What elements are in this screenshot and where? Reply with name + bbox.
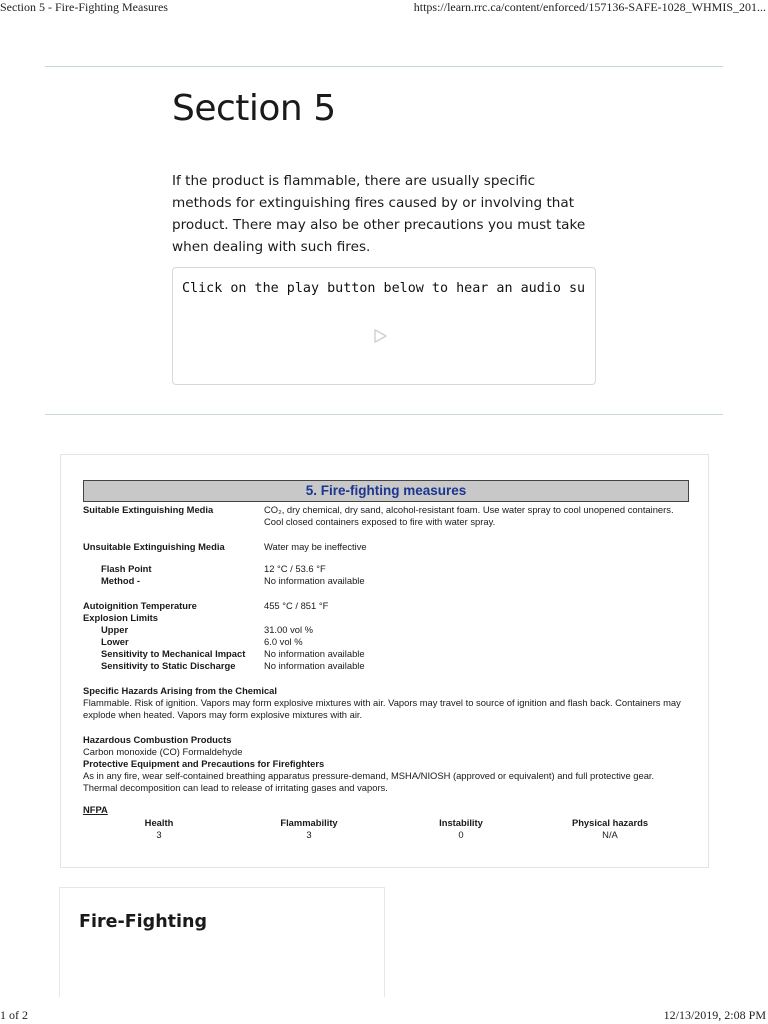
sds-row-lower: [83, 636, 689, 648]
nfpa-header: Physical hazards: [571, 817, 649, 828]
nfpa-value: 0: [458, 829, 464, 840]
autoignition-value: 455 °C / 851 °F: [264, 600, 329, 611]
divider-middle: [45, 414, 723, 415]
upper-value: 31.00 vol %: [264, 624, 313, 635]
method-label: Method -: [101, 575, 141, 586]
static-discharge-value: No information available: [264, 660, 365, 671]
nfpa-value: 3: [306, 829, 312, 840]
play-icon[interactable]: [372, 328, 388, 344]
sds-heading: 5. Fire-fighting measures: [83, 480, 689, 502]
flash-point-label: Flash Point: [101, 563, 152, 574]
unsuitable-media-label: Unsuitable Extinguishing Media: [83, 541, 225, 552]
autoignition-label: Autoignition Temperature: [83, 600, 197, 611]
nfpa-flammability: [249, 817, 369, 841]
combustion-products-value: Carbon monoxide (CO) Formaldehyde: [83, 746, 243, 757]
fire-fighting-card-title: Fire-Fighting: [79, 912, 208, 932]
nfpa-label: NFPA: [83, 804, 108, 815]
sds-section: [83, 480, 689, 843]
flash-point-value: 12 °C / 53.6 °F: [264, 563, 326, 574]
page-title: Section 5 - Fire-Fighting Measures: [0, 0, 168, 14]
nfpa-header: Flammability: [280, 817, 338, 828]
print-date: 12/13/2019, 2:08 PM: [663, 1008, 766, 1022]
page-url[interactable]: https://learn.rrc.ca/content/enforced/157136-SAFE-1028_WHMIS_201...: [413, 0, 766, 14]
nfpa-instability: [401, 817, 521, 841]
mechanical-impact-label: Sensitivity to Mechanical Impact: [101, 648, 246, 659]
unsuitable-media-value: Water may be ineffective: [264, 541, 367, 552]
sds-image-card: [60, 454, 709, 868]
fire-fighting-card[interactable]: [59, 887, 385, 997]
suitable-media-label: Suitable Extinguishing Media: [83, 504, 214, 515]
print-header: [0, 0, 768, 16]
protective-equipment-value: As in any fire, wear self-contained breathing apparatus pressure-demand, MSHA/NIOSH (approved or equivalent) and full protective gear. Thermal decomposition can lead to release of irritating gases and vapors.: [83, 770, 655, 793]
sds-row-mechanical: [83, 648, 689, 660]
combustion-products-label: Hazardous Combustion Products: [83, 734, 232, 745]
nfpa-header: Health: [144, 817, 174, 828]
lower-label: Lower: [101, 636, 129, 647]
nfpa-table: [83, 817, 689, 843]
sds-row-unsuitable: [83, 541, 689, 553]
suitable-media-value: CO₂, dry chemical, dry sand, alcohol-resistant foam. Use water spray to cool unopened containers. Cool closed containers exposed to fire with water spray.: [264, 504, 674, 527]
nfpa-health: [99, 817, 219, 841]
method-value: No information available: [264, 575, 365, 586]
protective-equipment-label: Protective Equipment and Precautions for Firefighters: [83, 758, 325, 769]
audio-prompt-text: Click on the play button below to hear an audio su: [182, 281, 586, 296]
explosion-limits-label: Explosion Limits: [83, 612, 159, 623]
lower-value: 6.0 vol %: [264, 636, 303, 647]
sds-row-flash-point: [83, 563, 689, 575]
nfpa-value: 3: [156, 829, 162, 840]
nfpa-value: N/A: [602, 829, 618, 840]
upper-label: Upper: [101, 624, 129, 635]
sds-row-explosion-limits: [83, 612, 689, 624]
print-footer: [0, 1006, 768, 1024]
sds-row-static: [83, 660, 689, 672]
mechanical-impact-value: No information available: [264, 648, 365, 659]
nfpa-header: Instability: [439, 817, 483, 828]
intro-paragraph: If the product is flammable, there are usually specific methods for extinguishing fires caused by or involving that product. There may also be other precautions you must take when dealing with such fires.: [172, 173, 586, 255]
page-indicator: 1 of 2: [0, 1008, 28, 1022]
specific-hazards-label: Specific Hazards Arising from the Chemical: [83, 685, 277, 696]
sds-row-autoignition: [83, 600, 689, 612]
static-discharge-label: Sensitivity to Static Discharge: [101, 660, 236, 671]
nfpa-physical-hazards: [550, 817, 670, 841]
sds-row-upper: [83, 624, 689, 636]
divider-top: [45, 66, 723, 67]
sds-row-suitable: [83, 504, 689, 528]
audio-summary-box: [172, 267, 596, 385]
sds-row-method: [83, 575, 689, 587]
section-heading: Section 5: [172, 88, 336, 129]
specific-hazards-value: Flammable. Risk of ignition. Vapors may form explosive mixtures with air. Vapors may travel to source of ignition and flash back. Containers may explode when heated. Vapors may form explosive mixtures with air.: [83, 697, 681, 720]
